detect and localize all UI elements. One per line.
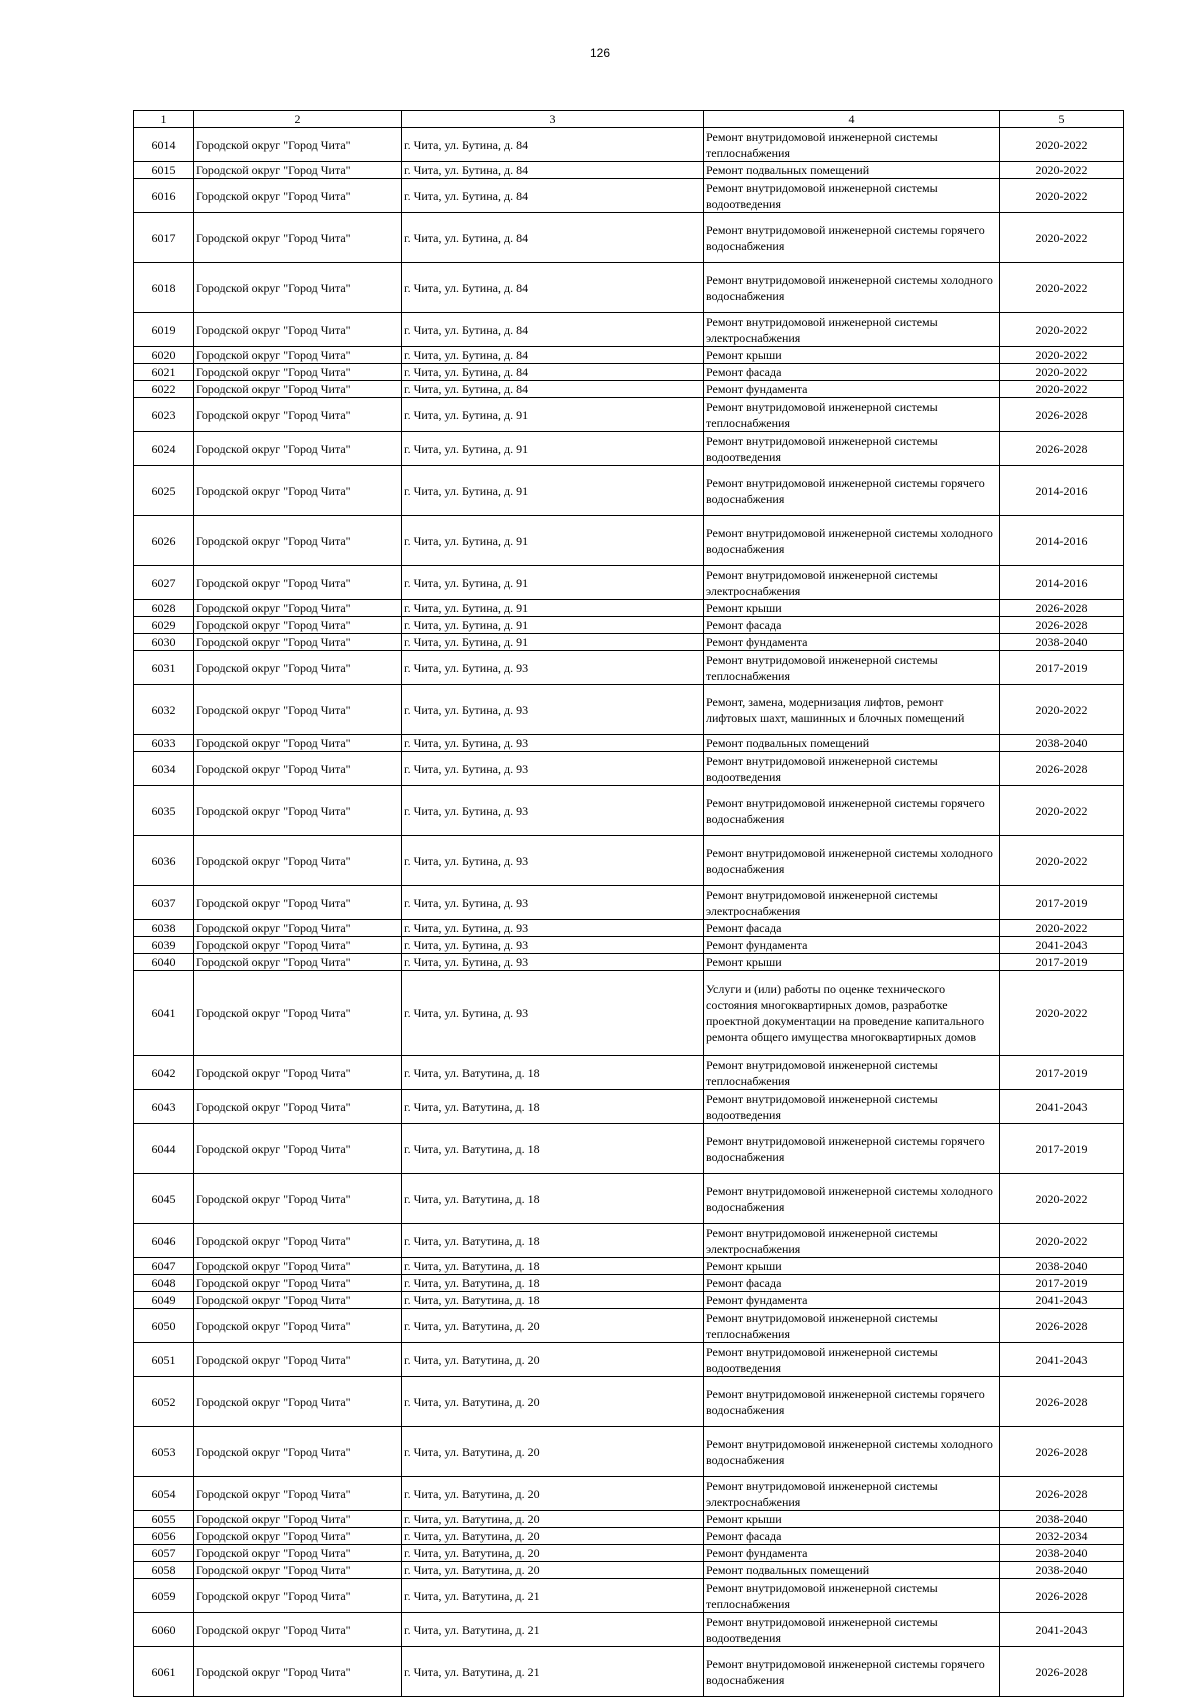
row-number-cell: 6023 [134, 398, 194, 432]
row-number-cell: 6017 [134, 213, 194, 263]
work-type-cell: Ремонт фасада [704, 617, 1000, 634]
row-number-cell: 6024 [134, 432, 194, 466]
table-row [134, 566, 1124, 600]
table-row [134, 381, 1124, 398]
period-cell: 2014-2016 [1000, 566, 1124, 600]
period-cell: 2038-2040 [1000, 634, 1124, 651]
row-number-cell: 6036 [134, 836, 194, 886]
work-type-cell: Ремонт внутридомовой инженерной системы теплоснабжения [704, 128, 1000, 162]
table-row [134, 1275, 1124, 1292]
table-row [134, 954, 1124, 971]
table-row [134, 1613, 1124, 1647]
period-cell: 2038-2040 [1000, 1511, 1124, 1528]
address-cell: г. Чита, ул. Бутина, д. 84 [402, 213, 704, 263]
work-type-cell: Ремонт внутридомовой инженерной системы теплоснабжения [704, 651, 1000, 685]
row-number-cell: 6057 [134, 1545, 194, 1562]
work-type-cell: Ремонт внутридомовой инженерной системы теплоснабжения [704, 1579, 1000, 1613]
municipality-cell: Городской округ "Город Чита" [194, 1647, 402, 1697]
work-type-cell: Ремонт фундамента [704, 381, 1000, 398]
work-type-cell: Ремонт внутридомовой инженерной системы холодного водоснабжения [704, 516, 1000, 566]
municipality-cell: Городской округ "Город Чита" [194, 313, 402, 347]
period-cell: 2020-2022 [1000, 786, 1124, 836]
table-row [134, 1647, 1124, 1697]
row-number-cell: 6054 [134, 1477, 194, 1511]
municipality-cell: Городской округ "Город Чита" [194, 735, 402, 752]
municipality-cell: Городской округ "Город Чита" [194, 162, 402, 179]
row-number-cell: 6021 [134, 364, 194, 381]
table-row [134, 920, 1124, 937]
row-number-cell: 6060 [134, 1613, 194, 1647]
row-number-cell: 6027 [134, 566, 194, 600]
table-row [134, 634, 1124, 651]
municipality-cell: Городской округ "Город Чита" [194, 213, 402, 263]
municipality-cell: Городской округ "Город Чита" [194, 128, 402, 162]
period-cell: 2020-2022 [1000, 179, 1124, 213]
period-cell: 2026-2028 [1000, 1579, 1124, 1613]
period-cell: 2020-2022 [1000, 920, 1124, 937]
table-row [134, 1377, 1124, 1427]
period-cell: 2026-2028 [1000, 1377, 1124, 1427]
period-cell: 2038-2040 [1000, 1562, 1124, 1579]
period-cell: 2020-2022 [1000, 1224, 1124, 1258]
table-row [134, 1579, 1124, 1613]
row-number-cell: 6015 [134, 162, 194, 179]
municipality-cell: Городской округ "Город Чита" [194, 1309, 402, 1343]
row-number-cell: 6039 [134, 937, 194, 954]
period-cell: 2041-2043 [1000, 1343, 1124, 1377]
address-cell: г. Чита, ул. Бутина, д. 93 [402, 920, 704, 937]
row-number-cell: 6029 [134, 617, 194, 634]
work-type-cell: Ремонт фасада [704, 1528, 1000, 1545]
address-cell: г. Чита, ул. Бутина, д. 84 [402, 263, 704, 313]
row-number-cell: 6042 [134, 1056, 194, 1090]
municipality-cell: Городской округ "Город Чита" [194, 920, 402, 937]
table-row [134, 886, 1124, 920]
period-cell: 2038-2040 [1000, 1545, 1124, 1562]
table-row [134, 1427, 1124, 1477]
address-cell: г. Чита, ул. Бутина, д. 91 [402, 600, 704, 617]
table-row [134, 347, 1124, 364]
row-number-cell: 6041 [134, 971, 194, 1056]
municipality-cell: Городской округ "Город Чита" [194, 651, 402, 685]
address-cell: г. Чита, ул. Бутина, д. 93 [402, 954, 704, 971]
row-number-cell: 6047 [134, 1258, 194, 1275]
address-cell: г. Чита, ул. Ватутина, д. 18 [402, 1174, 704, 1224]
period-cell: 2020-2022 [1000, 836, 1124, 886]
municipality-cell: Городской округ "Город Чита" [194, 466, 402, 516]
work-type-cell: Ремонт крыши [704, 1258, 1000, 1275]
table-row [134, 1562, 1124, 1579]
table-row [134, 1258, 1124, 1275]
period-cell: 2014-2016 [1000, 516, 1124, 566]
table-row [134, 313, 1124, 347]
work-type-cell: Ремонт внутридомовой инженерной системы водоотведения [704, 1090, 1000, 1124]
work-type-cell: Ремонт внутридомовой инженерной системы холодного водоснабжения [704, 836, 1000, 886]
row-number-cell: 6022 [134, 381, 194, 398]
address-cell: г. Чита, ул. Ватутина, д. 20 [402, 1343, 704, 1377]
period-cell: 2026-2028 [1000, 1647, 1124, 1697]
period-cell: 2026-2028 [1000, 398, 1124, 432]
period-cell: 2017-2019 [1000, 1275, 1124, 1292]
address-cell: г. Чита, ул. Ватутина, д. 20 [402, 1562, 704, 1579]
header-cell-col1: 1 [134, 111, 194, 128]
period-cell: 2017-2019 [1000, 886, 1124, 920]
address-cell: г. Чита, ул. Бутина, д. 93 [402, 651, 704, 685]
address-cell: г. Чита, ул. Бутина, д. 93 [402, 886, 704, 920]
work-type-cell: Ремонт внутридомовой инженерной системы холодного водоснабжения [704, 1174, 1000, 1224]
period-cell: 2020-2022 [1000, 347, 1124, 364]
address-cell: г. Чита, ул. Ватутина, д. 21 [402, 1647, 704, 1697]
row-number-cell: 6061 [134, 1647, 194, 1697]
header-cell-col5: 5 [1000, 111, 1124, 128]
table-row [134, 213, 1124, 263]
work-type-cell: Ремонт фундамента [704, 634, 1000, 651]
table-row [134, 179, 1124, 213]
municipality-cell: Городской округ "Город Чита" [194, 634, 402, 651]
table-row [134, 600, 1124, 617]
work-type-cell: Ремонт внутридомовой инженерной системы горячего водоснабжения [704, 1377, 1000, 1427]
period-cell: 2041-2043 [1000, 1613, 1124, 1647]
row-number-cell: 6018 [134, 263, 194, 313]
address-cell: г. Чита, ул. Бутина, д. 93 [402, 971, 704, 1056]
period-cell: 2020-2022 [1000, 313, 1124, 347]
address-cell: г. Чита, ул. Бутина, д. 93 [402, 836, 704, 886]
table-row [134, 398, 1124, 432]
work-type-cell: Ремонт, замена, модернизация лифтов, ремонт лифтовых шахт, машинных и блочных помещений [704, 685, 1000, 735]
address-cell: г. Чита, ул. Бутина, д. 93 [402, 735, 704, 752]
municipality-cell: Городской округ "Город Чита" [194, 1528, 402, 1545]
row-number-cell: 6044 [134, 1124, 194, 1174]
period-cell: 2026-2028 [1000, 1427, 1124, 1477]
table-row [134, 1545, 1124, 1562]
address-cell: г. Чита, ул. Ватутина, д. 20 [402, 1427, 704, 1477]
work-type-cell: Ремонт подвальных помещений [704, 735, 1000, 752]
table-row [134, 786, 1124, 836]
address-cell: г. Чита, ул. Бутина, д. 93 [402, 786, 704, 836]
work-type-cell: Ремонт крыши [704, 347, 1000, 364]
address-cell: г. Чита, ул. Ватутина, д. 20 [402, 1309, 704, 1343]
address-cell: г. Чита, ул. Ватутина, д. 18 [402, 1224, 704, 1258]
municipality-cell: Городской округ "Город Чита" [194, 398, 402, 432]
work-type-cell: Ремонт внутридомовой инженерной системы электроснабжения [704, 1477, 1000, 1511]
table-row [134, 1477, 1124, 1511]
period-cell: 2020-2022 [1000, 263, 1124, 313]
period-cell: 2026-2028 [1000, 600, 1124, 617]
header-row [134, 111, 1124, 128]
address-cell: г. Чита, ул. Бутина, д. 93 [402, 937, 704, 954]
address-cell: г. Чита, ул. Бутина, д. 91 [402, 466, 704, 516]
table-row [134, 1124, 1124, 1174]
work-type-cell: Ремонт внутридомовой инженерной системы электроснабжения [704, 313, 1000, 347]
address-cell: г. Чита, ул. Ватутина, д. 18 [402, 1258, 704, 1275]
header-cell-col2: 2 [194, 111, 402, 128]
work-type-cell: Ремонт внутридомовой инженерной системы теплоснабжения [704, 1056, 1000, 1090]
row-number-cell: 6035 [134, 786, 194, 836]
period-cell: 2017-2019 [1000, 1056, 1124, 1090]
address-cell: г. Чита, ул. Бутина, д. 84 [402, 381, 704, 398]
table-row [134, 937, 1124, 954]
table-row [134, 128, 1124, 162]
row-number-cell: 6016 [134, 179, 194, 213]
municipality-cell: Городской округ "Город Чита" [194, 886, 402, 920]
address-cell: г. Чита, ул. Бутина, д. 91 [402, 432, 704, 466]
row-number-cell: 6055 [134, 1511, 194, 1528]
municipality-cell: Городской округ "Город Чита" [194, 1477, 402, 1511]
work-type-cell: Ремонт внутридомовой инженерной системы водоотведения [704, 179, 1000, 213]
work-type-cell: Ремонт подвальных помещений [704, 162, 1000, 179]
municipality-cell: Городской округ "Город Чита" [194, 1511, 402, 1528]
table-row [134, 1090, 1124, 1124]
municipality-cell: Городской округ "Город Чита" [194, 1292, 402, 1309]
municipality-cell: Городской округ "Город Чита" [194, 1224, 402, 1258]
table-row [134, 685, 1124, 735]
period-cell: 2020-2022 [1000, 685, 1124, 735]
municipality-cell: Городской округ "Город Чита" [194, 836, 402, 886]
table-row [134, 1056, 1124, 1090]
work-type-cell: Ремонт внутридомовой инженерной системы горячего водоснабжения [704, 1647, 1000, 1697]
table-row [134, 1174, 1124, 1224]
address-cell: г. Чита, ул. Ватутина, д. 18 [402, 1275, 704, 1292]
work-type-cell: Ремонт фасада [704, 920, 1000, 937]
row-number-cell: 6056 [134, 1528, 194, 1545]
work-type-cell: Ремонт внутридомовой инженерной системы горячего водоснабжения [704, 466, 1000, 516]
address-cell: г. Чита, ул. Бутина, д. 84 [402, 162, 704, 179]
period-cell: 2017-2019 [1000, 651, 1124, 685]
period-cell: 2026-2028 [1000, 752, 1124, 786]
row-number-cell: 6048 [134, 1275, 194, 1292]
period-cell: 2020-2022 [1000, 1174, 1124, 1224]
address-cell: г. Чита, ул. Бутина, д. 91 [402, 516, 704, 566]
municipality-cell: Городской округ "Город Чита" [194, 566, 402, 600]
period-cell: 2038-2040 [1000, 735, 1124, 752]
municipality-cell: Городской округ "Город Чита" [194, 1258, 402, 1275]
work-type-cell: Ремонт внутридомовой инженерной системы теплоснабжения [704, 1309, 1000, 1343]
municipality-cell: Городской округ "Город Чита" [194, 1427, 402, 1477]
municipality-cell: Городской округ "Город Чита" [194, 1343, 402, 1377]
work-type-cell: Ремонт внутридомовой инженерной системы горячего водоснабжения [704, 213, 1000, 263]
row-number-cell: 6051 [134, 1343, 194, 1377]
works-table [133, 110, 1124, 1697]
address-cell: г. Чита, ул. Ватутина, д. 20 [402, 1545, 704, 1562]
table-row [134, 1511, 1124, 1528]
address-cell: г. Чита, ул. Ватутина, д. 18 [402, 1292, 704, 1309]
table-body [134, 128, 1124, 1697]
address-cell: г. Чита, ул. Бутина, д. 93 [402, 685, 704, 735]
work-type-cell: Ремонт внутридомовой инженерной системы горячего водоснабжения [704, 786, 1000, 836]
municipality-cell: Городской округ "Город Чита" [194, 432, 402, 466]
row-number-cell: 6025 [134, 466, 194, 516]
municipality-cell: Городской округ "Город Чита" [194, 1545, 402, 1562]
address-cell: г. Чита, ул. Ватутина, д. 18 [402, 1124, 704, 1174]
period-cell: 2041-2043 [1000, 1292, 1124, 1309]
period-cell: 2017-2019 [1000, 954, 1124, 971]
table-row [134, 1528, 1124, 1545]
municipality-cell: Городской округ "Город Чита" [194, 1613, 402, 1647]
municipality-cell: Городской округ "Город Чита" [194, 1056, 402, 1090]
work-type-cell: Ремонт крыши [704, 600, 1000, 617]
period-cell: 2020-2022 [1000, 364, 1124, 381]
period-cell: 2038-2040 [1000, 1258, 1124, 1275]
work-type-cell: Ремонт внутридомовой инженерной системы холодного водоснабжения [704, 263, 1000, 313]
municipality-cell: Городской округ "Город Чита" [194, 1174, 402, 1224]
municipality-cell: Городской округ "Город Чита" [194, 937, 402, 954]
municipality-cell: Городской округ "Город Чита" [194, 617, 402, 634]
work-type-cell: Ремонт внутридомовой инженерной системы электроснабжения [704, 566, 1000, 600]
address-cell: г. Чита, ул. Бутина, д. 84 [402, 179, 704, 213]
work-type-cell: Ремонт крыши [704, 954, 1000, 971]
table-row [134, 735, 1124, 752]
municipality-cell: Городской округ "Город Чита" [194, 685, 402, 735]
period-cell: 2014-2016 [1000, 466, 1124, 516]
work-type-cell: Ремонт внутридомовой инженерной системы водоотведения [704, 1613, 1000, 1647]
row-number-cell: 6026 [134, 516, 194, 566]
work-type-cell: Ремонт внутридомовой инженерной системы горячего водоснабжения [704, 1124, 1000, 1174]
work-type-cell: Ремонт фасада [704, 1275, 1000, 1292]
table-row [134, 466, 1124, 516]
address-cell: г. Чита, ул. Ватутина, д. 20 [402, 1477, 704, 1511]
period-cell: 2020-2022 [1000, 162, 1124, 179]
table-row [134, 752, 1124, 786]
municipality-cell: Городской округ "Город Чита" [194, 179, 402, 213]
work-type-cell: Ремонт внутридомовой инженерной системы водоотведения [704, 752, 1000, 786]
municipality-cell: Городской округ "Город Чита" [194, 263, 402, 313]
row-number-cell: 6031 [134, 651, 194, 685]
row-number-cell: 6046 [134, 1224, 194, 1258]
municipality-cell: Городской округ "Город Чита" [194, 1124, 402, 1174]
page-number: 126 [589, 46, 611, 60]
table-row [134, 1292, 1124, 1309]
work-type-cell: Ремонт фасада [704, 364, 1000, 381]
period-cell: 2020-2022 [1000, 128, 1124, 162]
municipality-cell: Городской округ "Город Чита" [194, 752, 402, 786]
row-number-cell: 6053 [134, 1427, 194, 1477]
work-type-cell: Ремонт внутридомовой инженерной системы электроснабжения [704, 886, 1000, 920]
work-type-cell: Ремонт фундамента [704, 1292, 1000, 1309]
row-number-cell: 6043 [134, 1090, 194, 1124]
municipality-cell: Городской округ "Город Чита" [194, 971, 402, 1056]
table-row [134, 971, 1124, 1056]
row-number-cell: 6058 [134, 1562, 194, 1579]
municipality-cell: Городской округ "Город Чита" [194, 364, 402, 381]
table-row [134, 1224, 1124, 1258]
row-number-cell: 6030 [134, 634, 194, 651]
period-cell: 2020-2022 [1000, 971, 1124, 1056]
row-number-cell: 6019 [134, 313, 194, 347]
address-cell: г. Чита, ул. Бутина, д. 91 [402, 398, 704, 432]
table-row [134, 516, 1124, 566]
address-cell: г. Чита, ул. Бутина, д. 91 [402, 634, 704, 651]
work-type-cell: Услуги и (или) работы по оценке технического состояния многоквартирных домов, разработке проектной документации на проведение капитального ремонта общего имущества многоквартирных домов [704, 971, 1000, 1056]
row-number-cell: 6038 [134, 920, 194, 937]
address-cell: г. Чита, ул. Бутина, д. 84 [402, 364, 704, 381]
period-cell: 2026-2028 [1000, 432, 1124, 466]
work-type-cell: Ремонт внутридомовой инженерной системы холодного водоснабжения [704, 1427, 1000, 1477]
work-type-cell: Ремонт фундамента [704, 937, 1000, 954]
period-cell: 2020-2022 [1000, 213, 1124, 263]
table-row [134, 1309, 1124, 1343]
address-cell: г. Чита, ул. Бутина, д. 84 [402, 128, 704, 162]
header-cell-col4: 4 [704, 111, 1000, 128]
period-cell: 2026-2028 [1000, 617, 1124, 634]
table-row [134, 162, 1124, 179]
table-row [134, 263, 1124, 313]
table-row [134, 836, 1124, 886]
row-number-cell: 6032 [134, 685, 194, 735]
row-number-cell: 6034 [134, 752, 194, 786]
table-row [134, 432, 1124, 466]
municipality-cell: Городской округ "Город Чита" [194, 347, 402, 364]
period-cell: 2041-2043 [1000, 937, 1124, 954]
row-number-cell: 6040 [134, 954, 194, 971]
row-number-cell: 6050 [134, 1309, 194, 1343]
period-cell: 2026-2028 [1000, 1477, 1124, 1511]
work-type-cell: Ремонт подвальных помещений [704, 1562, 1000, 1579]
municipality-cell: Городской округ "Город Чита" [194, 1090, 402, 1124]
municipality-cell: Городской округ "Город Чита" [194, 1579, 402, 1613]
period-cell: 2032-2034 [1000, 1528, 1124, 1545]
row-number-cell: 6028 [134, 600, 194, 617]
table-row [134, 364, 1124, 381]
address-cell: г. Чита, ул. Бутина, д. 91 [402, 566, 704, 600]
row-number-cell: 6020 [134, 347, 194, 364]
municipality-cell: Городской округ "Город Чита" [194, 381, 402, 398]
address-cell: г. Чита, ул. Ватутина, д. 21 [402, 1579, 704, 1613]
municipality-cell: Городской округ "Город Чита" [194, 1562, 402, 1579]
address-cell: г. Чита, ул. Бутина, д. 91 [402, 617, 704, 634]
row-number-cell: 6033 [134, 735, 194, 752]
work-type-cell: Ремонт внутридомовой инженерной системы водоотведения [704, 432, 1000, 466]
row-number-cell: 6049 [134, 1292, 194, 1309]
work-type-cell: Ремонт внутридомовой инженерной системы теплоснабжения [704, 398, 1000, 432]
address-cell: г. Чита, ул. Ватутина, д. 18 [402, 1056, 704, 1090]
row-number-cell: 6059 [134, 1579, 194, 1613]
table-row [134, 617, 1124, 634]
row-number-cell: 6052 [134, 1377, 194, 1427]
municipality-cell: Городской округ "Город Чита" [194, 786, 402, 836]
address-cell: г. Чита, ул. Бутина, д. 84 [402, 313, 704, 347]
municipality-cell: Городской округ "Город Чита" [194, 954, 402, 971]
municipality-cell: Городской округ "Город Чита" [194, 600, 402, 617]
header-cell-col3: 3 [402, 111, 704, 128]
address-cell: г. Чита, ул. Ватутина, д. 20 [402, 1377, 704, 1427]
address-cell: г. Чита, ул. Бутина, д. 93 [402, 752, 704, 786]
row-number-cell: 6045 [134, 1174, 194, 1224]
period-cell: 2026-2028 [1000, 1309, 1124, 1343]
address-cell: г. Чита, ул. Ватутина, д. 21 [402, 1613, 704, 1647]
table-row [134, 1343, 1124, 1377]
table-row [134, 651, 1124, 685]
period-cell: 2041-2043 [1000, 1090, 1124, 1124]
period-cell: 2020-2022 [1000, 381, 1124, 398]
address-cell: г. Чита, ул. Ватутина, д. 20 [402, 1528, 704, 1545]
row-number-cell: 6037 [134, 886, 194, 920]
address-cell: г. Чита, ул. Ватутина, д. 20 [402, 1511, 704, 1528]
address-cell: г. Чита, ул. Бутина, д. 84 [402, 347, 704, 364]
work-type-cell: Ремонт крыши [704, 1511, 1000, 1528]
row-number-cell: 6014 [134, 128, 194, 162]
address-cell: г. Чита, ул. Ватутина, д. 18 [402, 1090, 704, 1124]
period-cell: 2017-2019 [1000, 1124, 1124, 1174]
work-type-cell: Ремонт внутридомовой инженерной системы электроснабжения [704, 1224, 1000, 1258]
municipality-cell: Городской округ "Город Чита" [194, 516, 402, 566]
work-type-cell: Ремонт фундамента [704, 1545, 1000, 1562]
work-type-cell: Ремонт внутридомовой инженерной системы водоотведения [704, 1343, 1000, 1377]
municipality-cell: Городской округ "Город Чита" [194, 1275, 402, 1292]
municipality-cell: Городской округ "Город Чита" [194, 1377, 402, 1427]
